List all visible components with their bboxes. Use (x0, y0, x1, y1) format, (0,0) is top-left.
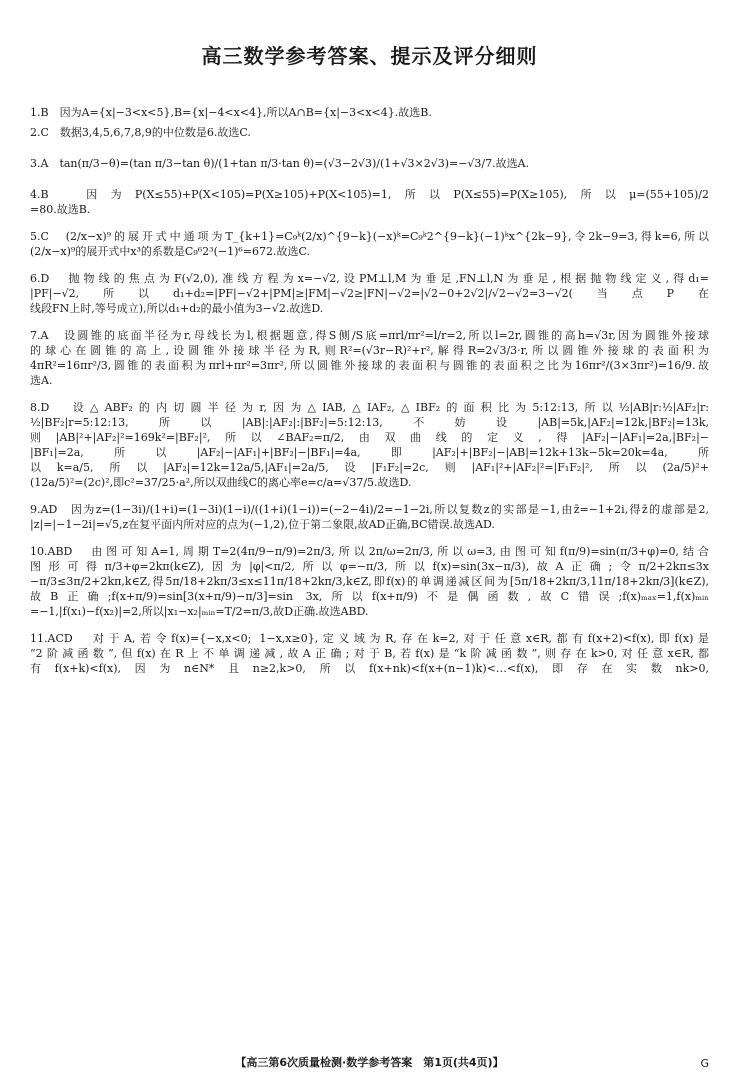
answer-item-11 (30, 631, 709, 676)
footer-mark: G (700, 1057, 709, 1070)
answer-line: 9.AD 因为z=(1−3i)/(1+i)=(1−3i)(1−i)/((1+i)(1−i))=(−2−4i)/2=−1−2i,所以复数z的实部是−1,由z̄=−1+2i,得z̄的虚部是2, (30, 503, 709, 516)
answer-item-4 (30, 187, 709, 217)
answer-item-2 (30, 125, 709, 140)
answer-line: 4.B 因为P(X≤55)+P(X<105)=P(X≥105)+P(X<105)=1,所以P(X≤55)=P(X≥105),所以μ=(55+105)/2 (30, 188, 709, 201)
answer-item-6 (30, 271, 709, 316)
answer-item-8 (30, 400, 709, 490)
answer-line: 11.ACD 对于A,若令f(x)={−x,x<0; 1−x,x≥0},定义域为R,存在k=2,对于任意x∈R,都有f(x+2)<f(x),即f(x)是 (30, 632, 709, 645)
answer-line: 有f(x+k)<f(x),因为n∈N*且n≥2,k>0,所以f(x+nk)<f(x+(n−1)k)<…<f(x),即存在实数nk>0, (30, 662, 709, 675)
answer-line: 故B正确;f(x+π/9)=sin[3(x+π/9)−π/3]=sin 3x,所以f(x+π/9)不是偶函数,故C错误;f(x)ₘₐₓ=1,f(x)ₘᵢₙ (30, 590, 709, 603)
answer-item-9 (30, 502, 709, 532)
answer-line: 3.A tan(π/3−θ)=(tan π/3−tan θ)/(1+tan π/3·tan θ)=(√3−2√3)/(1+√3×2√3)=−√3/7.故选A. (30, 157, 530, 170)
answer-item-7 (30, 328, 709, 388)
answer-line: 则|AB|²+|AF₂|²=169k²=|BF₂|²,所以∠BAF₂=π/2,由双曲线的定义,得|AF₂|−|AF₁|=2a,|BF₂|− (30, 431, 709, 444)
answer-line: =−1,|f(x₁)−f(x₂)|=2,所以|x₁−x₂|ₘᵢₙ=T/2=π/3,故D正确.故选ABD. (30, 605, 369, 618)
answer-line: 2.C 数据3,4,5,6,7,8,9的中位数是6.故选C. (30, 126, 251, 139)
answer-line: 4πR²=16πr²/3,圆锥的表面积为πrl+πr²=3πr²,所以圆锥外接球的表面积与圆锥的表面积之比为16πr²/(3×3πr²)=16/9.故 (30, 359, 709, 372)
answer-line: 以k=a/5,所以|AF₂|=12k=12a/5,|AF₁|=2a/5,设|F₁F₂|=2c,则|AF₁|²+|AF₂|²=|F₁F₂|²,所以(2a/5)²+ (30, 461, 709, 474)
answer-line: 的球心在圆锥的高上,设圆锥外接球半径为R,则R²=(√3r−R)²+r²,解得R=2√3/3·r,所以圆锥外接球的表面积为 (30, 344, 709, 357)
answer-line: 选A. (30, 374, 53, 387)
answer-line: −π/3≤3π/2+2kπ,k∈Z,得5π/18+2kπ/3≤x≤11π/18+2kπ/3,k∈Z,即f(x)的单调递减区间为[5π/18+2kπ/3,11π/18+2kπ/3](k∈Z), (30, 575, 709, 588)
answer-line: |z|=|−1−2i|=√5,z在复平面内所对应的点为(−1,2),位于第二象限,故AD正确,BC错误.故选AD. (30, 518, 495, 531)
answer-line: 7.A 设圆锥的底面半径为r,母线长为l,根据题意,得S侧/S底=πrl/πr²=l/r=2,所以l=2r,圆锥的高h=√3r,因为圆锥外接球 (30, 329, 709, 342)
answer-item-10 (30, 544, 709, 619)
answer-line: 图形可得π/3+φ=2kπ(k∈Z),因为|φ|<π/2,所以φ=−π/3,所以f(x)=sin(3x−π/3),故A正确;令π/2+2kπ≤3x (30, 560, 709, 573)
answer-list (30, 105, 709, 676)
answer-line: “2阶减函数”,但f(x)在R上不单调递减,故A正确;对于B,若f(x)是“k阶减函数”,则存在k>0,对任意x∈R,都 (30, 647, 709, 660)
page-title: 高三数学参考答案、提示及评分细则 (201, 44, 538, 68)
answer-line: (12a/5)²=(2c)²,即c²=37/25·a²,所以双曲线C的离心率e=c/a=√37/5.故选D. (30, 476, 412, 489)
answer-line: ½|BF₂|r=5:12:13,所以|AB|:|AF₂|:|BF₂|=5:12:13,不妨设|AB|=5k,|AF₂|=12k,|BF₂|=13k, (30, 416, 709, 429)
answer-line: 线段FN上时,等号成立),所以d₁+d₂的最小值为3−√2.故选D. (30, 302, 324, 315)
answer-line: 1.B 因为A={x|−3<x<5},B={x|−4<x<4},所以A∩B={x|−3<x<4}.故选B. (30, 106, 432, 119)
answer-line: 5.C (2/x−x)⁹的展开式中通项为T_{k+1}=C₉ᵏ(2/x)^{9−k}(−x)ᵏ=C₉ᵏ2^{9−k}(−1)ᵏx^{2k−9},令2k−9=3,得k=6,所以 (30, 230, 709, 243)
answer-line: (2/x−x)⁹的展开式中x³的系数是C₉⁶2³(−1)⁶=672.故选C. (30, 245, 311, 258)
answer-line: =80.故选B. (30, 203, 91, 216)
page-footer: 【高三第6次质量检测·数学参考答案 第1页(共4页)】 (235, 1056, 504, 1069)
answer-line: 10.ABD 由图可知A=1,周期T=2(4π/9−π/9)=2π/3,所以2π/ω=2π/3,所以ω=3,由图可知f(π/9)=sin(π/3+φ)=0,结合 (30, 545, 709, 558)
answer-line: 6.D 抛物线的焦点为F(√2,0),准线方程为x=−√2,设PM⊥l,M为垂足,FN⊥l,N为垂足,根据抛物线定义,得d₁= (30, 272, 709, 285)
answer-item-3 (30, 156, 709, 171)
answer-line: |PF|−√2,所以d₁+d₂=|PF|−√2+|PM|≥|FM|−√2≥|FN|−√2=|√2−0+2√2|/√2−√2=3−√2(当点P在 (30, 287, 709, 300)
answer-item-1 (30, 105, 709, 120)
answer-item-5 (30, 229, 709, 259)
answer-line: 8.D 设△ABF₂的内切圆半径为r,因为△IAB,△IAF₂,△IBF₂的面积比为5:12:13,所以½|AB|r:½|AF₂|r: (30, 401, 709, 414)
answer-line: |BF₁|=2a,所以|AF₂|−|AF₁|+|BF₂|−|BF₁|=4a,即|AF₂|+|BF₂|−|AB|=12k+13k−5k=20k=4a,所 (30, 446, 709, 459)
